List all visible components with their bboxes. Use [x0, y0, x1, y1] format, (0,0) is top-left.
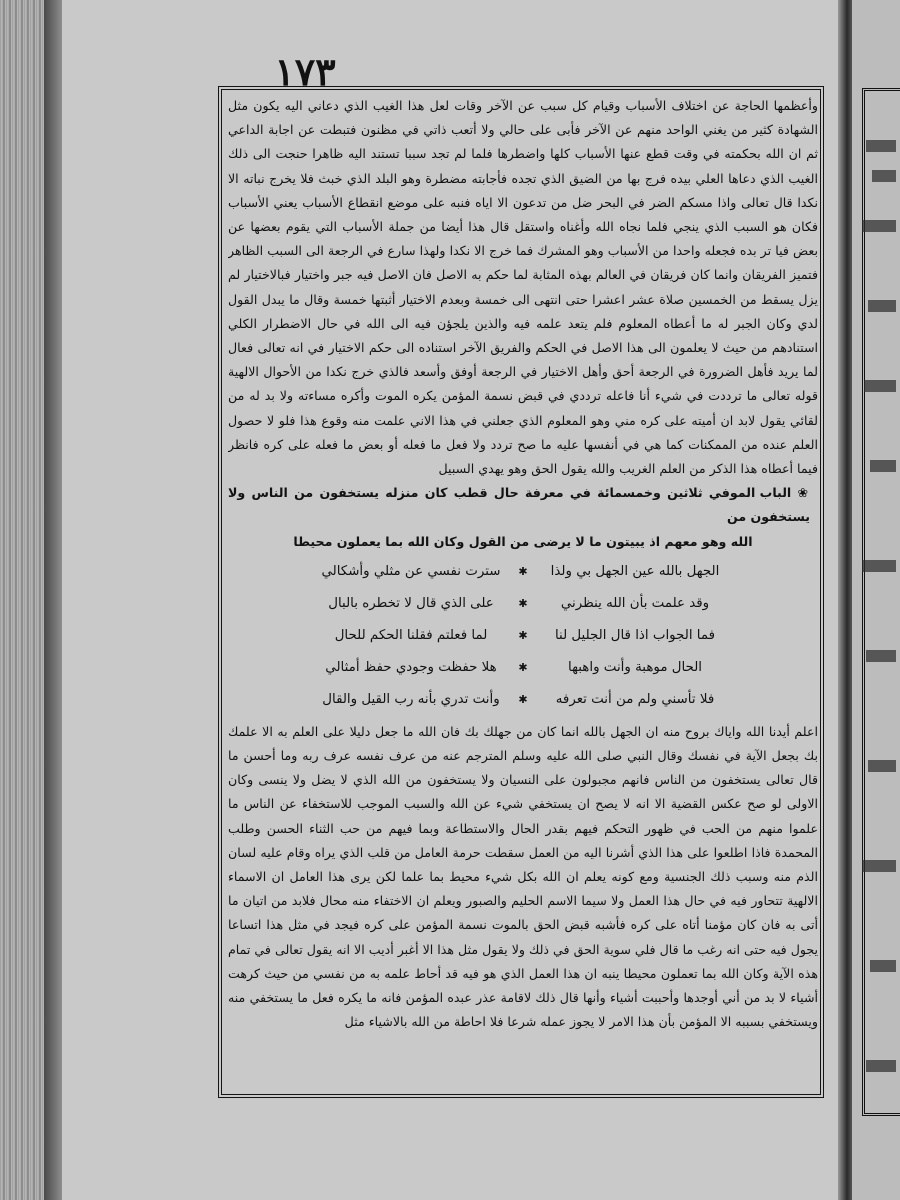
facing-page-text-line [866, 1060, 896, 1072]
verse-separator-star-icon: ✱ [518, 692, 528, 706]
verse-first-hemistich: فلا تأسني ولم من أنت تعرفه [555, 691, 715, 707]
page-number: ١٧٣ [274, 49, 336, 94]
facing-page-text-line [870, 460, 896, 472]
verse-separator-star-icon: ✱ [518, 628, 528, 642]
facing-page-text-line [868, 300, 896, 312]
verse-separator-star-icon: ✱ [518, 660, 528, 674]
chapter-title [228, 481, 818, 529]
verse-first-hemistich: الجهل بالله عين الجهل بي ولذا [550, 563, 720, 579]
facing-page-text-line [868, 760, 896, 772]
facing-page-text-line [872, 170, 896, 182]
poem-verse [228, 588, 818, 620]
verse-first-hemistich: الحال موهبة وأنت واهبها [568, 659, 702, 675]
facing-page-text-line [866, 140, 896, 152]
main-text-block [228, 94, 818, 1094]
poem-verse [228, 652, 818, 684]
verse-second-hemistich: سترت نفسي عن مثلي وأشكالي [321, 563, 501, 579]
poem [228, 556, 818, 716]
verse-first-hemistich: وقد علمت بأن الله ينظرني [560, 595, 710, 611]
verse-separator-star-icon: ✱ [518, 564, 528, 578]
verse-second-hemistich: وأنت تدري بأنه رب القيل والقال [322, 691, 500, 707]
body-paragraph-bottom: اعلم أيدنا الله واياك بروح منه ان الجهل بالله انما كان من جهلك بك فان الله ما جعل دليلا على العلم به الا علمك بك بجعل الآية في نفسك وقال النبي صلى الله عليه وسلم المترجم عنه من عرف نفسه عرف ربه وما أحسن ما قال تعالى يستخفون من الناس فانهم مجبولون على النسيان ولا يستخفون من الله الذي لا يضل ولا ينسى وكان الاولى لو صح عكس القضية الا انه لا يصح ان يستخفي شيء عن الله والسبب الموجب للاستخفاء عن الناس ما علموا منهم من الحب في ظهور التحكم فيهم بقدر الحال والاستطاعة وبما فيهم من حب الثناء الحسن وطلب المحمدة فاذا اطلعوا على هذا الذي أشرنا اليه من العمل سقطت حرمة العامل من قلب الذي يراه وقام عليه لسان الذم منه وسبب ذلك الجنسية ومع كونه يعلم ان الله بكل شيء محيط بما علما لكن يرى هذا العامل ان الاسماء الالهية تتحاور فيه في حال هذا العمل ولا سيما الاسم الحليم والصبور ويعلم ان الاختفاء منه محال فلابد من اتيان ما أتى به فان كان مؤمنا أتاه على كره فأشبه قبض الحق بالموت نسمة المؤمن على كره فيجد في مثل هذا اتساعا يجول فيه حتى انه رغب ما قال فلي سوية الحق في ذلك ولا يقول مثل هذا الا أغبر أديب الا انه يقول تعالى في تمام هذه الآية وكان الله بما تعملون محيطا ينبه ان هذا العمل الذي هو فيه قد أحاط علمه به من نفسي من حيث كرهت أشياء لا بد من أني أوجدها وأحببت أشياء وأنها قال ذلك لاقامة عذر عبده المؤمن فانه ما يكره فعل ما يستخفي منه ويستخفي بسببه الا المؤمن بأن هذا الامر لا يجوز عمله شرعا فلا احاطة من الله بالاشياء مثل [228, 723, 818, 1030]
facing-page-text-line [862, 560, 896, 572]
poem-verse [228, 684, 818, 716]
verse-second-hemistich: على الذي قال لا تخطره بالبال [328, 595, 494, 611]
facing-page-text-line [866, 650, 896, 662]
verse-separator-star-icon: ✱ [518, 596, 528, 610]
body-paragraph-top: وأعظمها الحاجة عن اختلاف الأسباب وقيام كل سبب عن الآخر وقات لعل هذا الغيب الذي دعاني اليه يكون مثل الشهادة كثير من يغني الواحد منهم عن الآخر فأبى على حالي ولا أتعب ذاتي في مظنون فتبطت عن اجابة الداعي ثم ان الله بحكمته في وقت قطع عنها الأسباب كلها واضطرها فلما لم تجد سببا تستند اليه ظاهرا حنجت الى ذلك الغيب الذي دعاها العلي بيده فرج بها من الضيق الذي تجده فأجابته مضطرة وهو البلد الذي خبث فلا يخرج نباته الا نكدا قال تعالى واذا مسكم الضر في البحر ضل من تدعون الا اياه فنبه على موضع انقطاع الأسباب يعني الأسباب فكان هو السبب الذي ينجي فلما نجاه الله وأغناه واستقل قال هذا أيضا من جملة الأسباب التي يقوم بعضها عن بعض فيا تر بده فجعله واحدا من الأسباب وهو المشرك فما خرج الا نكدا ولهذا سارع في الرجعة الى السبب الظاهر فتميز الفريقان وانما كان فريقان في العالم بهذه المثابة لما حكم به الاصل فان الاصل فيه جبر واختيار فبالاختيار لم يزل يسقط من الخمسين صلاة عشر اعشرا حتى انتهى الى خمسة وبعدم الاختيار أثبتها خمسة وقال ما يبدل القول لدي وكان الجبر له ما أعطاه المعلوم فلم يتعد علمه فيه والذين يلجؤن فيه الى الله في حال الاضطرار الكلي استنادهم من حيث لا يعلمون الى هذا الاصل في الحكم والفريق الآخر استناده الى حكم الاختيار في انه تعالى فعال لما يريد فأهل الضرورة في الرجعة أحق وأهل الاختيار في الرجعة أوفق وأسعد فالذي خرج نكدا من الأحوال الالهية قوله تعالى ما ترددت في شيء أنا فاعله ترددي في قبض نسمة المؤمن يكره الموت وأكره مساءته ولا بد له من لقائي يقول لابد ان أميته على كره مني وهو المعلوم الذي جعلني في هذا الاني علمت منه وقوع هذا فلو لا حصول العلم عنده من الممكنات كما هي في أنفسها عليه ما صح تردد ولا فعل ما فعله أو بعض ما فعله على كره فانظر فيما أعطاه هذا الذكر من العلم الغريب والله يقول الحق وهو يهدي السبيل [228, 98, 818, 477]
verse-first-hemistich: فما الجواب اذا قال الجليل لنا [554, 627, 716, 643]
poem-verse [228, 620, 818, 652]
verse-second-hemistich: هلا حفظت وجودي حفظ أمثالي [325, 659, 497, 675]
chapter-title-text: الباب الموفي ثلاثين وخمسمائة في معرفة حال قطب كان منزله يستخفون من الناس ولا يستخفون من [228, 485, 810, 525]
verse-second-hemistich: لما فعلتم فقلنا الحكم للحال [334, 627, 488, 643]
poem-verse [228, 556, 818, 588]
facing-page-edge [852, 0, 900, 1200]
facing-page-text-line [864, 380, 896, 392]
facing-page-text-line [870, 960, 896, 972]
chapter-title-continuation: الله وهو معهم اذ يبيتون ما لا يرضى من القول وكان الله بما يعملون محيطا [293, 533, 753, 549]
facing-page-text-line [862, 860, 896, 872]
chapter-marker-icon: ❀ [791, 485, 810, 501]
facing-page-text-line [862, 220, 896, 232]
